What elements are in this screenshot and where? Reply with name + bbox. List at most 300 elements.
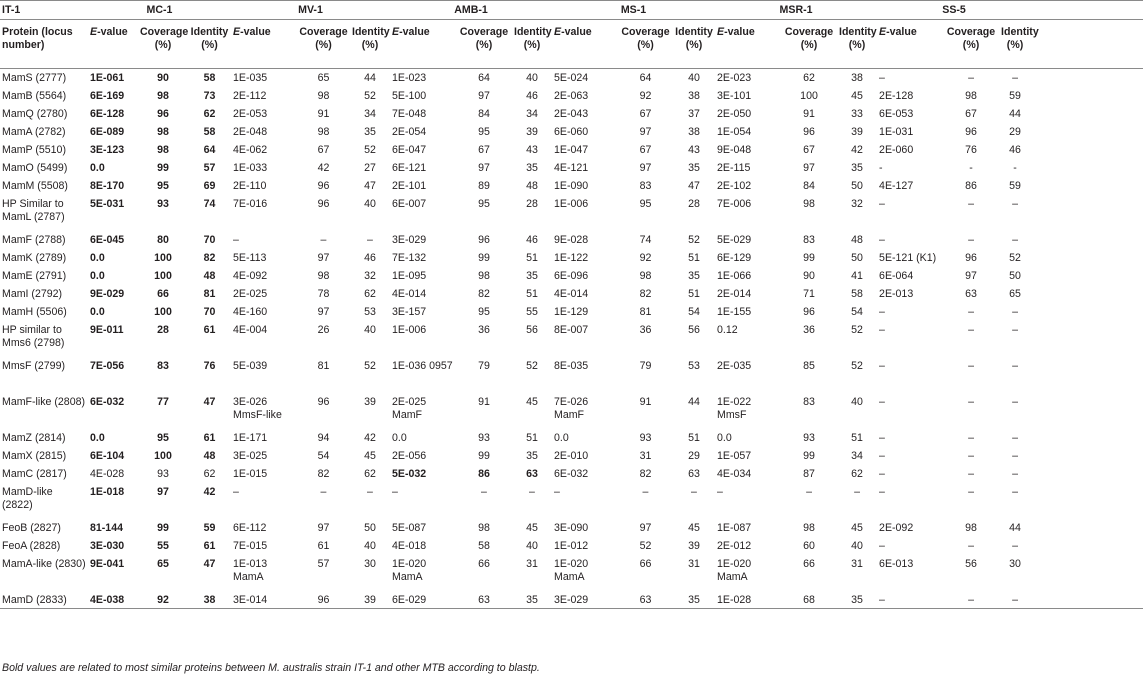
evalue-cell: 1E-066: [717, 269, 752, 282]
table-row: [0, 123, 1143, 141]
identity-cell: 52: [851, 323, 863, 336]
evalue-cell: 6E-053: [879, 107, 914, 120]
coverage-column-header: Coverage (%): [459, 26, 509, 51]
evalue-cell: 8E-170: [90, 179, 125, 192]
evalue-cell: –: [879, 323, 885, 336]
evalue-cell: 2E-014: [717, 287, 752, 300]
coverage-cell: 31: [639, 449, 652, 462]
protein-cell: MamF (2788): [2, 233, 66, 246]
evalue-column-header: [88, 20, 138, 69]
coverage-cell: 79: [478, 359, 490, 372]
identity-cell: 44: [688, 395, 700, 408]
identity-cell: 40: [364, 323, 376, 336]
identity-cell: 70: [203, 233, 216, 246]
identity-cell: 51: [851, 431, 863, 444]
evalue-cell: 0.0: [90, 251, 105, 264]
coverage-cell: 86: [478, 467, 490, 480]
table-footnote: Bold values are related to most similar proteins between M. australis strain IT-1 and other MTB according to blastp.: [2, 662, 540, 674]
protein-cell: MamD (2833): [2, 593, 67, 606]
coverage-cell: 87: [803, 467, 815, 480]
protein-cell: MamS (2777): [2, 72, 67, 84]
coverage-cell: 98: [478, 269, 490, 282]
identity-column-header: Identity (%): [514, 26, 552, 51]
coverage-cell: 65: [157, 557, 169, 570]
identity-cell: 45: [851, 521, 863, 534]
evalue-cell: 6E-032: [554, 467, 589, 480]
protein-cell: MamA-like (2830): [2, 557, 86, 570]
evalue-cell: 5E-024: [554, 72, 589, 84]
identity-cell: 28: [526, 197, 538, 210]
protein-cell: MamB (5564): [2, 89, 67, 102]
coverage-cell: 83: [639, 179, 652, 192]
evalue-header-rest: -value: [561, 26, 592, 38]
coverage-cell: 67: [317, 143, 330, 156]
table-row: [0, 141, 1143, 159]
coverage-cell: 82: [317, 467, 330, 480]
evalue-cell: 2E-013: [879, 287, 914, 300]
identity-cell: 70: [203, 305, 216, 318]
identity-cell: 33: [851, 107, 863, 120]
coverage-cell: 100: [154, 251, 172, 264]
evalue-cell: 8E-007: [554, 323, 589, 336]
evalue-cell: 0.0: [90, 305, 105, 318]
protein-cell: MamP (5510): [2, 143, 66, 156]
coverage-cell: 98: [317, 269, 330, 282]
identity-cell: 50: [364, 521, 376, 534]
identity-cell: –: [1012, 233, 1018, 246]
identity-cell: 51: [688, 287, 700, 300]
evalue-cell: 6E-064: [879, 269, 914, 282]
protein-cell: HP Similar to MamL (2787): [2, 197, 65, 223]
evalue-cell: 9E-028: [554, 233, 589, 246]
identity-cell: 38: [203, 593, 216, 606]
identity-cell: 62: [364, 467, 376, 480]
identity-cell: 40: [688, 72, 700, 84]
evalue-cell: 2E-101: [392, 179, 427, 192]
coverage-cell: –: [968, 449, 974, 462]
identity-cell: 48: [203, 269, 216, 282]
coverage-column-header: Coverage (%): [784, 26, 834, 51]
evalue-cell: 4E-121: [554, 161, 589, 174]
identity-cell: –: [1012, 467, 1018, 480]
coverage-cell: 26: [317, 323, 330, 336]
coverage-cell: –: [968, 323, 974, 336]
evalue-cell: –: [879, 449, 885, 462]
evalue-cell: 4E-014: [392, 287, 427, 300]
table-row: [0, 393, 1143, 429]
identity-cell: 32: [851, 197, 863, 210]
protein-cell: MamC (2817): [2, 467, 67, 480]
evalue-cell: 5E-100: [392, 89, 427, 102]
evalue-cell: –: [233, 485, 239, 498]
coverage-cell: 97: [317, 251, 330, 264]
evalue-cell: 5E-031: [90, 197, 125, 210]
identity-cell: 76: [203, 359, 216, 372]
evalue-cell: 4E-014: [554, 287, 589, 300]
evalue-header-rest: -value: [240, 26, 271, 38]
coverage-cell: 82: [478, 287, 490, 300]
evalue-cell: 0.0: [90, 269, 105, 282]
identity-cell: 51: [526, 431, 538, 444]
evalue-cell: 4E-160: [233, 305, 268, 318]
evalue-cell: 3E-029: [554, 593, 589, 606]
identity-cell: 40: [526, 539, 538, 552]
identity-cell: 32: [364, 269, 376, 282]
coverage-cell: 97: [639, 125, 652, 138]
coverage-cell: 66: [803, 557, 815, 570]
coverage-cell: 81: [639, 305, 652, 318]
coverage-cell: 99: [803, 449, 815, 462]
evalue-column-header: [390, 20, 456, 69]
identity-cell: 52: [851, 359, 863, 372]
identity-cell: 38: [688, 125, 700, 138]
identity-cell: 59: [203, 521, 216, 534]
evalue-cell: 6E-029: [392, 593, 427, 606]
coverage-cell: 97: [803, 161, 815, 174]
identity-cell: 51: [688, 431, 700, 444]
coverage-cell: 76: [965, 143, 977, 156]
coverage-cell: 95: [157, 179, 169, 192]
identity-cell: 29: [688, 449, 700, 462]
identity-cell: 29: [1009, 125, 1021, 138]
coverage-cell: 55: [157, 539, 169, 552]
identity-column-header: Identity (%): [190, 26, 229, 51]
coverage-cell: 100: [800, 89, 818, 102]
identity-cell: 51: [526, 287, 538, 300]
coverage-cell: 84: [803, 179, 815, 192]
evalue-cell: –: [717, 485, 723, 498]
coverage-cell: 100: [154, 269, 172, 282]
coverage-cell: 36: [803, 323, 815, 336]
evalue-header-rest: -value: [886, 26, 917, 38]
identity-cell: 35: [526, 449, 538, 462]
identity-cell: 46: [1009, 143, 1021, 156]
identity-cell: 35: [688, 161, 700, 174]
coverage-cell: 96: [965, 251, 977, 264]
coverage-cell: 97: [317, 521, 330, 534]
identity-cell: 56: [526, 323, 538, 336]
evalue-cell: 4E-028: [90, 467, 125, 480]
coverage-cell: –: [968, 485, 974, 498]
evalue-cell: 7E-015: [233, 539, 268, 552]
identity-cell: 51: [526, 251, 538, 264]
coverage-cell: 91: [317, 107, 330, 120]
evalue-cell: 1E-006: [392, 323, 427, 336]
coverage-cell: 80: [157, 233, 169, 246]
evalue-cell: –: [879, 539, 885, 552]
evalue-cell: –: [879, 197, 885, 210]
evalue-cell: 2E-050: [717, 107, 752, 120]
identity-cell: 34: [526, 107, 538, 120]
evalue-cell: 1E-033: [233, 161, 268, 174]
coverage-cell: 62: [803, 72, 815, 84]
identity-cell: 50: [1009, 269, 1021, 282]
coverage-cell: 96: [965, 125, 977, 138]
identity-cell: 59: [1009, 179, 1021, 192]
identity-cell: 31: [851, 557, 863, 570]
coverage-cell: 93: [639, 431, 652, 444]
coverage-cell: 98: [157, 143, 169, 156]
evalue-header-e: E: [879, 26, 887, 38]
coverage-cell: 98: [157, 89, 169, 102]
coverage-cell: –: [968, 359, 974, 372]
evalue-cell: 1E-012: [554, 539, 589, 552]
coverage-cell: 83: [803, 233, 815, 246]
evalue-cell: –: [879, 395, 885, 408]
coverage-cell: 64: [478, 72, 490, 84]
identity-cell: 50: [851, 251, 863, 264]
table-row: [0, 357, 1143, 393]
evalue-cell: –: [392, 485, 398, 498]
identity-cell: 55: [526, 305, 538, 318]
coverage-cell: 81: [317, 359, 330, 372]
protein-cell: MamD-like (2822): [2, 485, 53, 511]
table-row: [0, 429, 1143, 447]
coverage-cell: –: [968, 395, 974, 408]
coverage-cell: 66: [157, 287, 169, 300]
identity-column-header: Identity (%): [675, 26, 713, 51]
coverage-cell: 54: [317, 449, 330, 462]
evalue-cell: 2E-063: [554, 89, 589, 102]
identity-cell: 63: [688, 467, 700, 480]
coverage-cell: 60: [803, 539, 815, 552]
identity-cell: 45: [526, 395, 538, 408]
identity-cell: 40: [851, 539, 863, 552]
evalue-cell: 1E-090: [554, 179, 589, 192]
coverage-cell: 56: [965, 557, 977, 570]
coverage-cell: 36: [639, 323, 652, 336]
evalue-cell: 9E-041: [90, 557, 125, 570]
evalue-cell: 2E-010: [554, 449, 589, 462]
evalue-cell: 6E-089: [90, 125, 125, 138]
identity-cell: –: [1012, 359, 1018, 372]
evalue-cell: 1E-020 MamA: [554, 557, 589, 583]
coverage-cell: 99: [478, 251, 490, 264]
evalue-cell: 1E-035: [233, 72, 268, 84]
evalue-cell: 0.0: [90, 161, 105, 174]
evalue-cell: 2E-110: [233, 179, 267, 192]
evalue-cell: 1E-047: [554, 143, 589, 156]
evalue-cell: –: [879, 431, 885, 444]
coverage-column-header: Coverage (%): [946, 26, 996, 51]
evalue-column-header: [877, 20, 943, 69]
coverage-cell: –: [968, 305, 974, 318]
identity-cell: 52: [364, 143, 376, 156]
coverage-cell: 67: [803, 143, 815, 156]
identity-cell: 61: [203, 323, 216, 336]
evalue-cell: 2E-025: [233, 287, 268, 300]
identity-cell: 31: [688, 557, 700, 570]
coverage-cell: 82: [639, 467, 652, 480]
coverage-cell: 91: [639, 395, 652, 408]
evalue-cell: 0.0: [554, 431, 569, 444]
evalue-cell: 5E-121 (K1): [879, 251, 937, 264]
evalue-cell: 1E-028: [717, 593, 752, 606]
evalue-cell: 3E-101: [717, 89, 752, 102]
identity-cell: 40: [526, 72, 538, 84]
protein-cell: MamK (2789): [2, 251, 67, 264]
coverage-cell: 96: [317, 197, 330, 210]
strain-header: AMB-1: [454, 3, 488, 16]
identity-cell: –: [691, 485, 697, 498]
strain-header: MS-1: [620, 3, 647, 16]
coverage-cell: 65: [317, 72, 330, 84]
coverage-cell: 98: [803, 521, 815, 534]
evalue-cell: 2E-012: [717, 539, 752, 552]
identity-cell: 35: [526, 593, 538, 606]
identity-cell: 53: [688, 359, 700, 372]
evalue-cell: 2E-053: [233, 107, 268, 120]
coverage-cell: 92: [157, 593, 169, 606]
identity-cell: 73: [203, 89, 216, 102]
evalue-cell: 1E-129: [554, 305, 589, 318]
coverage-cell: 98: [478, 521, 490, 534]
coverage-cell: 97: [157, 485, 169, 498]
coverage-cell: –: [968, 72, 974, 84]
identity-cell: 53: [364, 305, 376, 318]
coverage-cell: 98: [803, 197, 815, 210]
evalue-cell: 3E-090: [554, 521, 589, 534]
coverage-cell: 66: [478, 557, 490, 570]
evalue-cell: 9E-011: [90, 323, 124, 336]
coverage-cell: 64: [639, 72, 652, 84]
evalue-cell: 1E-155: [717, 305, 752, 318]
coverage-cell: 98: [317, 89, 330, 102]
evalue-cell: 81-144: [90, 521, 123, 534]
identity-cell: 59: [1009, 89, 1021, 102]
coverage-cell: 63: [639, 593, 652, 606]
evalue-cell: –: [879, 593, 885, 606]
coverage-cell: 98: [965, 89, 977, 102]
identity-cell: 43: [526, 143, 538, 156]
identity-cell: 74: [203, 197, 216, 210]
protein-cell: MamZ (2814): [2, 431, 66, 444]
evalue-header-e: E: [233, 26, 241, 38]
identity-cell: 52: [364, 359, 376, 372]
coverage-cell: 100: [154, 449, 172, 462]
identity-cell: 39: [364, 395, 376, 408]
identity-cell: 35: [526, 269, 538, 282]
identity-cell: 56: [688, 323, 700, 336]
coverage-cell: 79: [639, 359, 652, 372]
evalue-cell: 4E-092: [233, 269, 268, 282]
coverage-cell: 97: [317, 305, 330, 318]
evalue-cell: –: [879, 485, 885, 498]
coverage-cell: 85: [803, 359, 815, 372]
identity-cell: 82: [203, 251, 216, 264]
evalue-header-e: E: [717, 26, 725, 38]
evalue-cell: 9E-048: [717, 143, 752, 156]
evalue-cell: 7E-048: [392, 107, 427, 120]
table-row: [0, 87, 1143, 105]
coverage-cell: –: [481, 485, 487, 498]
identity-cell: –: [1012, 593, 1018, 606]
coverage-cell: 99: [478, 449, 490, 462]
coverage-cell: 92: [639, 251, 652, 264]
identity-cell: 46: [526, 233, 538, 246]
evalue-cell: –: [879, 305, 885, 318]
identity-cell: 45: [688, 521, 700, 534]
evalue-cell: 1E-022 MmsF: [717, 395, 752, 421]
table-row: [0, 483, 1143, 519]
evalue-cell: 5E-039: [233, 359, 268, 372]
evalue-header-rest: -value: [399, 26, 430, 38]
protein-cell: MamE (2791): [2, 269, 67, 282]
identity-cell: 51: [688, 251, 700, 264]
coverage-cell: 67: [965, 107, 977, 120]
protein-cell: MamH (5506): [2, 305, 67, 318]
coverage-cell: 78: [317, 287, 330, 300]
coverage-cell: 94: [317, 431, 330, 444]
coverage-cell: 97: [478, 89, 490, 102]
coverage-cell: 92: [639, 89, 652, 102]
identity-cell: 44: [1009, 107, 1021, 120]
protein-cell: MamX (2815): [2, 449, 67, 462]
evalue-cell: 1E-031: [879, 125, 914, 138]
identity-cell: 31: [526, 557, 538, 570]
evalue-cell: –: [879, 359, 885, 372]
protein-column-header: Protein (locus number): [2, 26, 73, 51]
coverage-cell: –: [320, 233, 327, 246]
evalue-cell: 2E-035: [717, 359, 752, 372]
coverage-column-header: Coverage (%): [621, 26, 670, 51]
evalue-cell: 6E-032: [90, 395, 125, 408]
coverage-cell: –: [806, 485, 812, 498]
evalue-cell: 0.0: [392, 431, 407, 444]
coverage-cell: –: [968, 431, 974, 444]
coverage-cell: 93: [478, 431, 490, 444]
evalue-cell: 4E-062: [233, 143, 268, 156]
coverage-cell: 95: [478, 125, 490, 138]
identity-cell: 35: [851, 161, 863, 174]
identity-cell: 62: [203, 107, 216, 120]
identity-cell: 62: [364, 287, 376, 300]
coverage-cell: 67: [639, 143, 652, 156]
identity-cell: 45: [851, 89, 863, 102]
evalue-cell: 7E-132: [392, 251, 427, 264]
coverage-cell: 95: [478, 305, 490, 318]
table-row: [0, 159, 1143, 177]
evalue-cell: 4E-038: [90, 593, 125, 606]
identity-cell: 58: [851, 287, 863, 300]
protein-cell: MamA (2782): [2, 125, 66, 138]
identity-cell: 39: [364, 593, 376, 606]
evalue-cell: 1E-036 0957: [392, 359, 453, 372]
coverage-cell: 84: [478, 107, 490, 120]
identity-cell: 40: [364, 539, 376, 552]
identity-cell: 45: [364, 449, 376, 462]
evalue-cell: 1E-013 MamA: [233, 557, 268, 583]
evalue-cell: 6E-104: [90, 449, 125, 462]
coverage-cell: 93: [157, 197, 169, 210]
table-row: [0, 519, 1143, 537]
evalue-cell: 9E-029: [90, 287, 125, 300]
evalue-header-e: E: [90, 26, 98, 38]
coverage-cell: 67: [478, 143, 490, 156]
table-row: [0, 69, 1143, 87]
coverage-cell: 97: [965, 269, 977, 282]
protein-cell: MamM (5508): [2, 179, 68, 192]
coverage-cell: 36: [478, 323, 490, 336]
identity-cell: 47: [203, 557, 216, 570]
protein-cell: MamQ (2780): [2, 107, 68, 120]
identity-cell: 58: [203, 72, 216, 84]
table-row: [0, 591, 1143, 609]
evalue-cell: 6E-013: [879, 557, 914, 570]
coverage-cell: 97: [639, 161, 652, 174]
evalue-cell: 6E-169: [90, 89, 125, 102]
coverage-column-header: Coverage (%): [140, 26, 189, 51]
